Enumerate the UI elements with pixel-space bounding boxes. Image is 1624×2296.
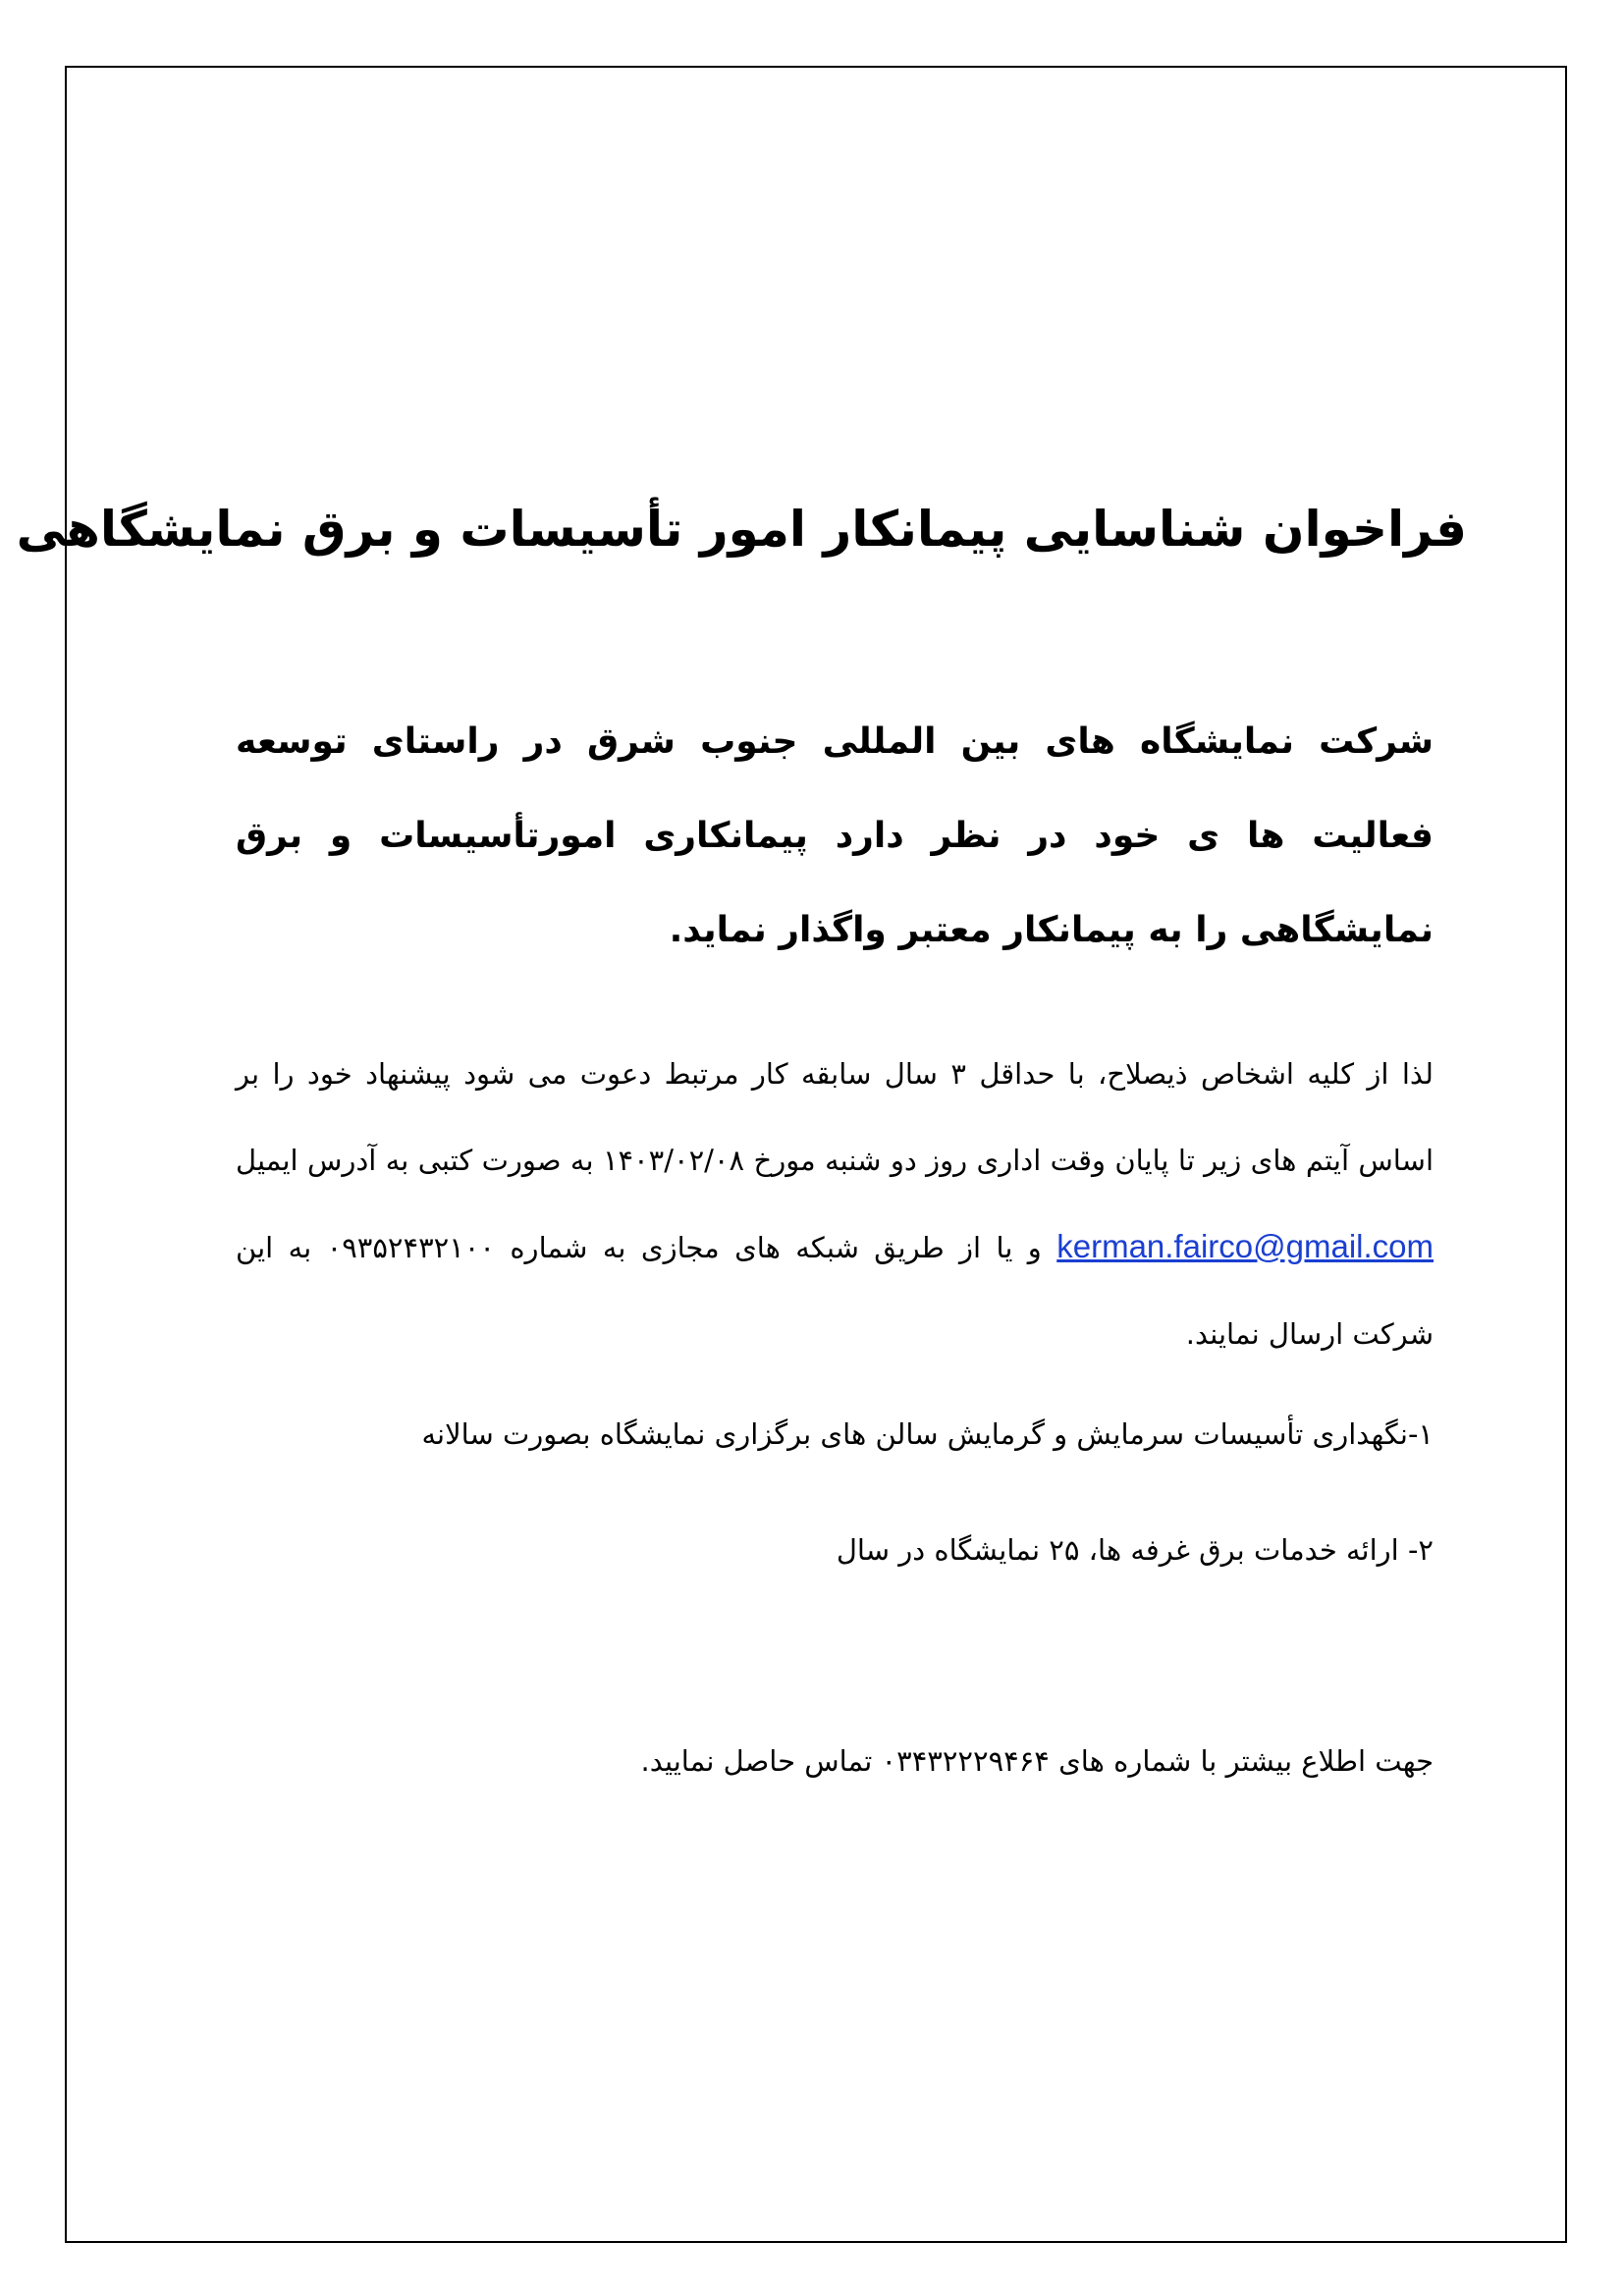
email-link[interactable]: kerman.fairco@gmail.com — [1056, 1228, 1435, 1264]
invitation-text-end: و یا از طریق شبکه های مجازی به شماره ۰۹۳۵۲۴۳۲۱۰۰ به این شرکت ارسال نمایند. — [236, 1231, 1434, 1351]
document-title: فراخوان شناسایی پیمانکار امور تأسیسات و برق نمایشگاهی — [16, 500, 1467, 558]
list-item-2: ۲- ارائه خدمات برق غرفه ها، ۲۵ نمایشگاه در سال — [836, 1533, 1434, 1567]
invitation-paragraph — [236, 1031, 1434, 1377]
intro-paragraph: شرکت نمایشگاه های بین المللی جنوب شرق در راستای توسعه فعالیت ها ی خود در نظر دارد پیمانکاری امورتأسیسات و برق نمایشگاهی را به پیمانکار معتبر واگذار نماید. — [236, 721, 1434, 950]
contact-line: جهت اطلاع بیشتر با شماره های ۰۳۴۳۲۲۲۹۴۶۴ تماس حاصل نمایید. — [640, 1744, 1434, 1778]
list-item-1: ۱-نگهداری تأسیسات سرمایش و گرمایش سالن های برگزاری نمایشگاه بصورت سالانه — [421, 1417, 1434, 1451]
invitation-text-start: لذا از کلیه اشخاص ذیصلاح، با حداقل ۳ سال سابقه کار مرتبط دعوت می شود پیشنهاد خود را بر اساس آیتم های زیر تا پایان وقت اداری روز دو شنبه مورخ ۱۴۰۳/۰۲/۰۸ به صورت کتبی به آدرس ایمیل — [236, 1057, 1435, 1177]
